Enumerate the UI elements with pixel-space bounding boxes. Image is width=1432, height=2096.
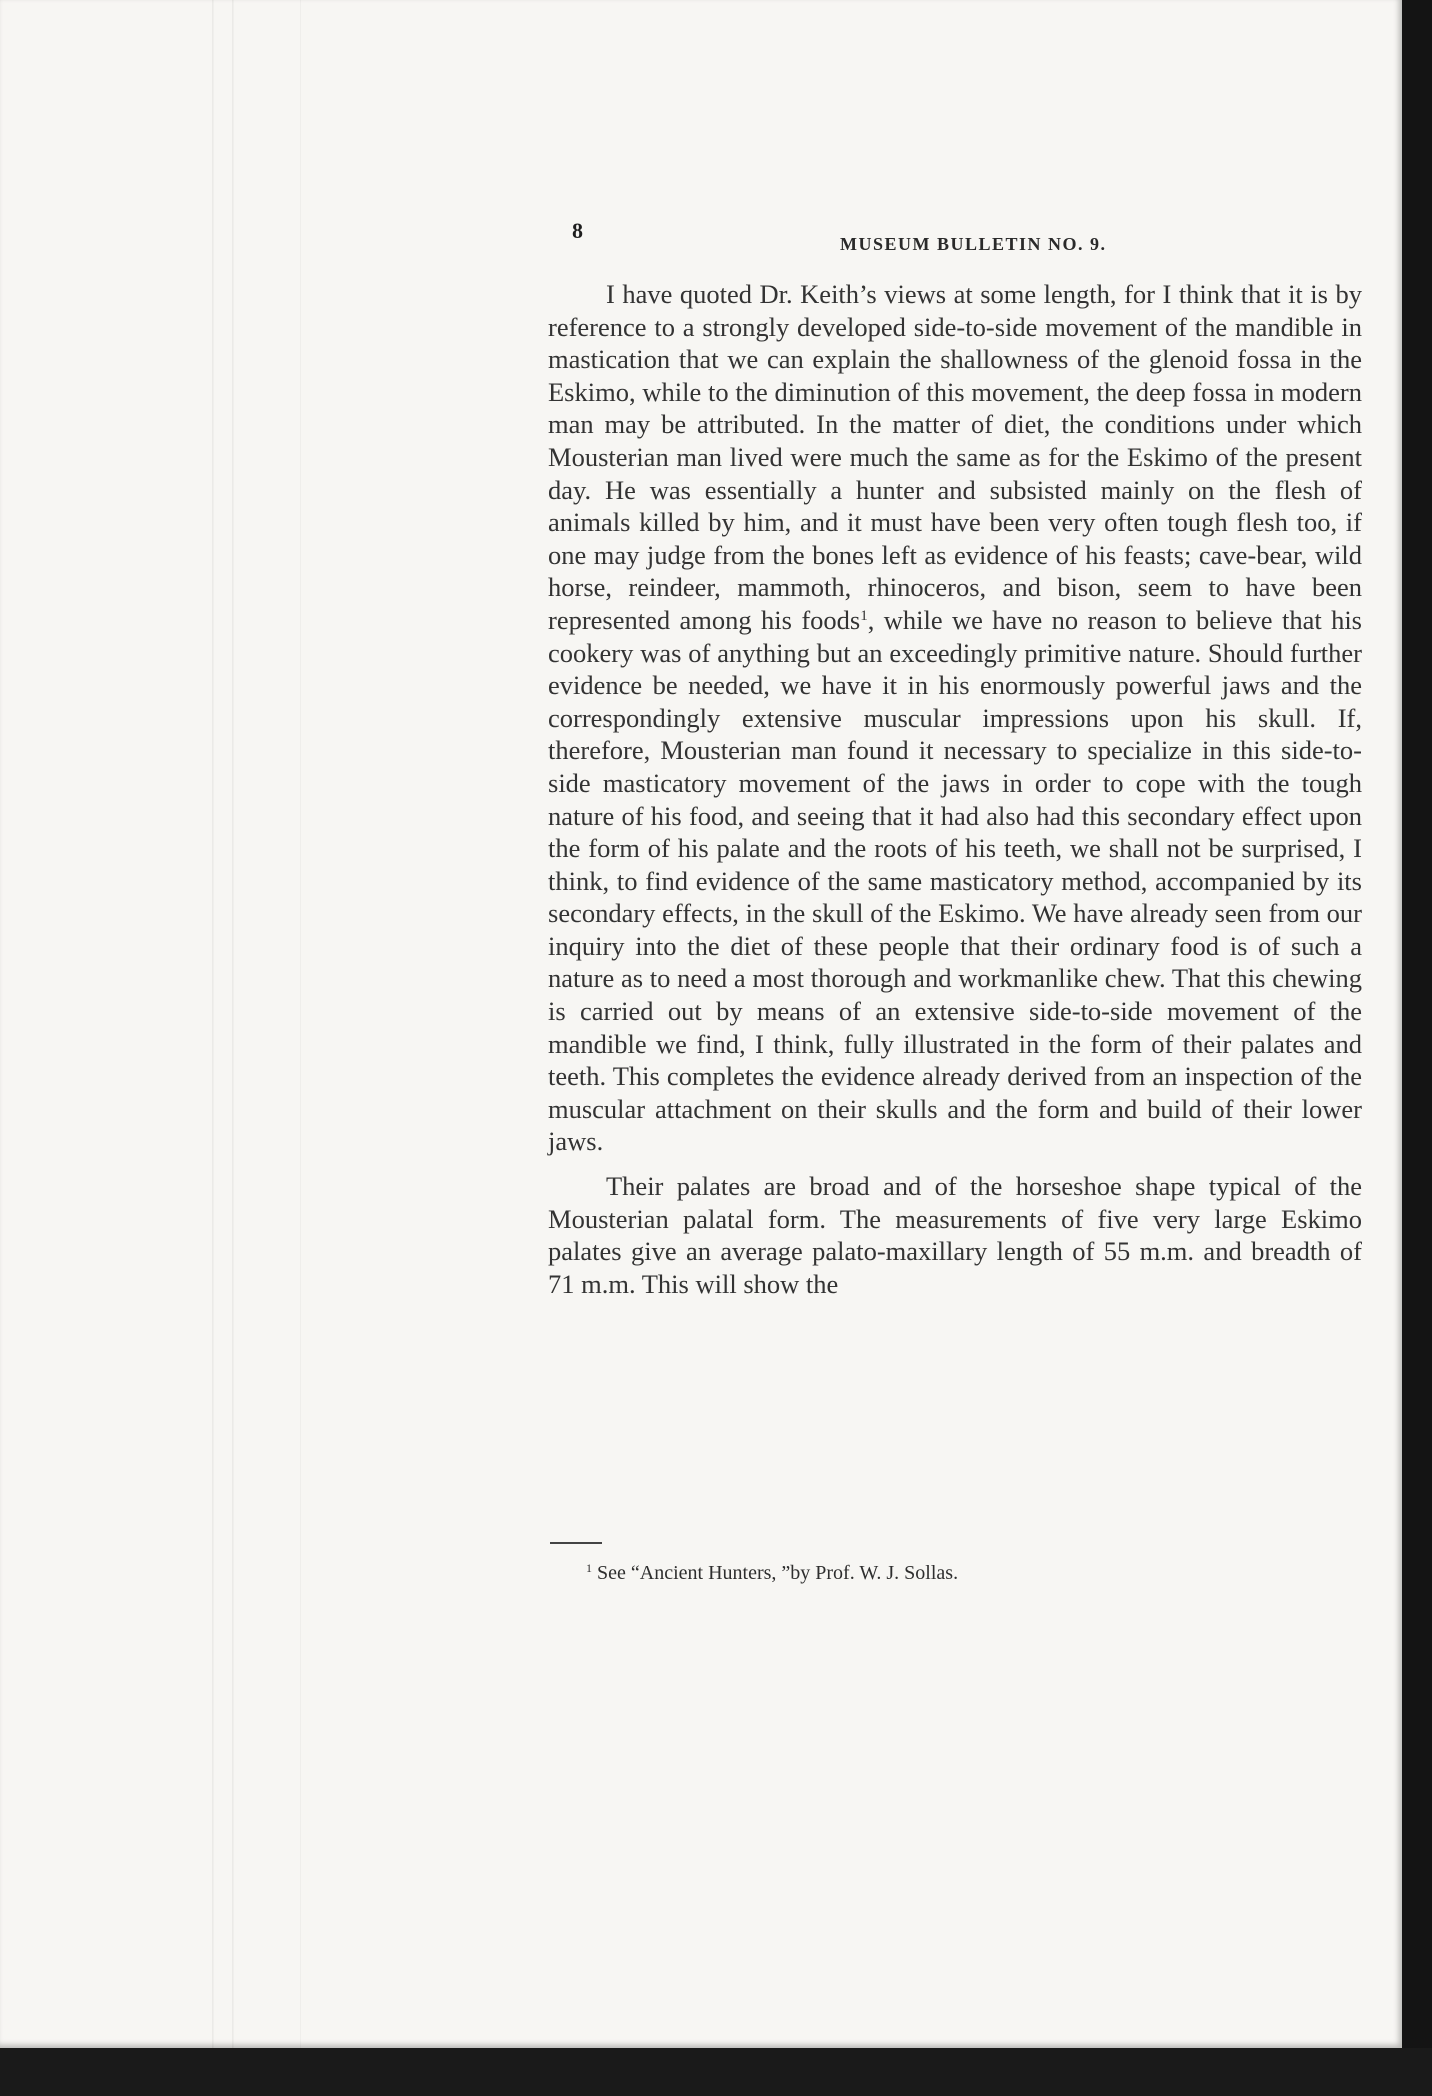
body-text (548, 278, 1362, 1300)
scan-border-right (1402, 0, 1432, 2048)
page-fold-shadow (212, 0, 214, 2048)
scan-border-bottom (0, 2048, 1432, 2096)
footnote-marker: 1 (586, 1561, 592, 1575)
footnote-text: See “Ancient Hunters, ”by Prof. W. J. Sollas. (597, 1562, 959, 1584)
footnote-rule (550, 1542, 602, 1544)
page-number: 8 (572, 218, 583, 243)
footnote-reference: 1 (860, 607, 868, 624)
footnote (586, 1562, 958, 1585)
paragraph-text: I have quoted Dr. Keith’s views at some length, for I think that it is by reference to a strongly developed side-to-side movement of the mandible in mastication that we can explain the shallowness of the glenoid fossa in the Eskimo, while to the diminution of this movement, the deep fossa in modern man may be attributed. In the matter of diet, the conditions under which Mousterian man lived were much the same as for the Eskimo of the present day. He was essentially a hunter and subsisted mainly on the flesh of animals killed by him, and it must have been very often tough flesh too, if one may judge from the bones left as evidence of his feasts; cave-bear, wild horse, reindeer, mammoth, rhinoceros, and bison, seem to have been represented among his foods (548, 279, 1362, 635)
paragraph (548, 1170, 1362, 1300)
paragraph-text: Their palates are broad and of the horseshoe shape typical of the Mousterian palatal form. The measurements of five very large Eskimo palates give an average palato-maxillary length of 55 m.m. and breadth of 71 m.m. This will show the (548, 1171, 1362, 1299)
paragraph (548, 278, 1362, 1158)
page-fold-shadow (232, 0, 234, 2048)
running-head: MUSEUM BULLETIN NO. 9. (840, 234, 1107, 254)
page-fold-shadow (300, 0, 301, 2048)
paragraph-text: , while we have no reason to believe that his cookery was of anything but an exceedingly primitive nature. Should further evidence be needed, we have it in his enormously powerful jaws and the correspondingly extensive muscular impressions upon his skull. If, therefore, Mousterian man found it necessary to specialize in this side-to-side masticatory movement of the jaws in order to cope with the tough nature of his food, and seeing that it had also had this secondary effect upon the form of his palate and the roots of his teeth, we shall not be surprised, I think, to find evidence of the same masticatory method, accompanied by its secondary effects, in the skull of the Eskimo. We have already seen from our inquiry into the diet of these people that their ordinary food is of such a nature as to need a most thorough and workmanlike chew. That this chewing is carried out by means of an extensive side-to-side movement of the mandible we find, I think, fully illustrated in the form of their palates and teeth. This completes the evidence already derived from an inspection of the muscular attachment on their skulls and the form and build of their lower jaws. (548, 604, 1362, 1157)
